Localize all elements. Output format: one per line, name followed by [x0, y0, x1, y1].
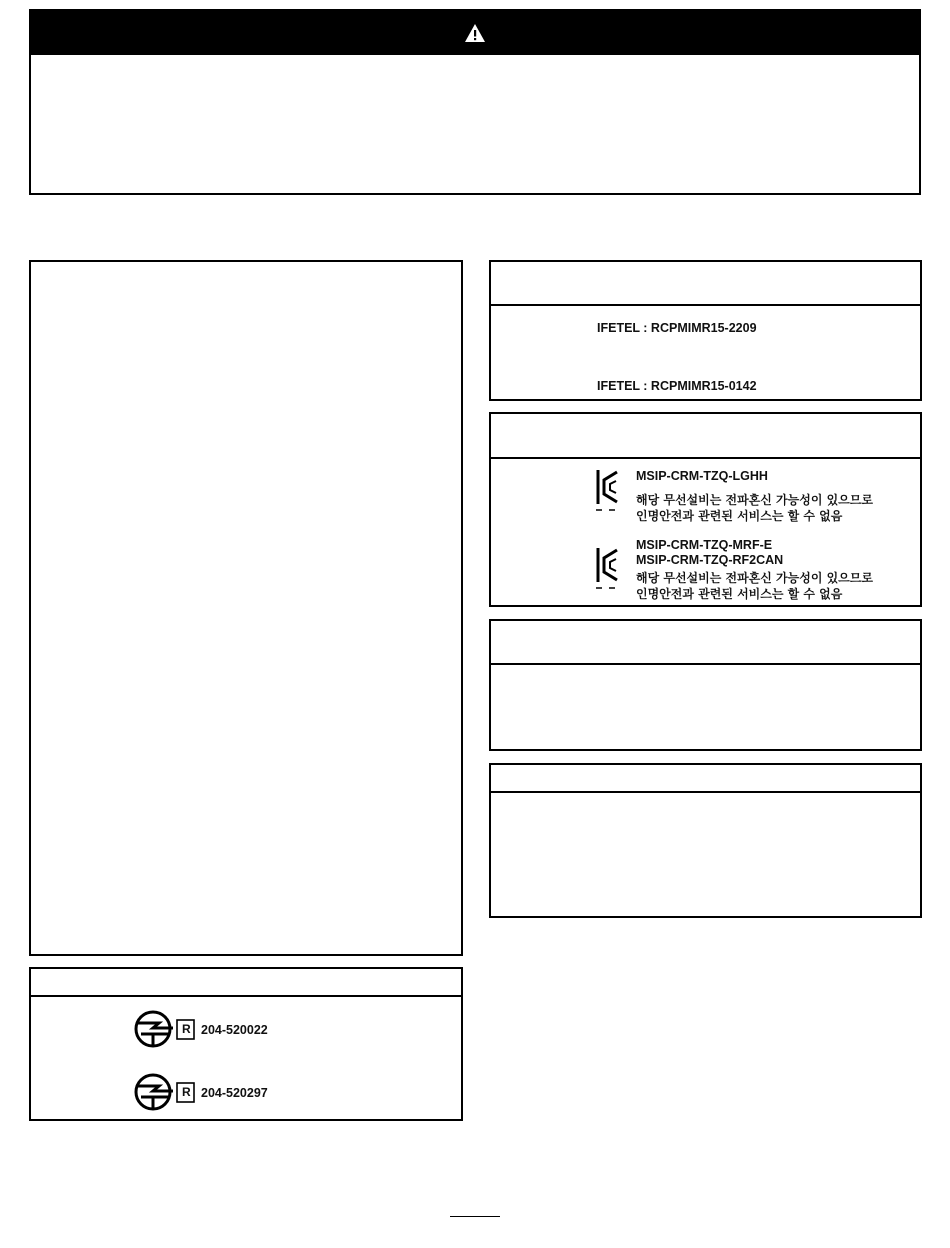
panel-divider — [491, 791, 920, 793]
certification-panel-blank — [489, 619, 922, 751]
giteki-number: 204-520022 — [201, 1023, 268, 1037]
japan-certification-panel — [29, 967, 463, 1121]
panel-divider — [31, 995, 461, 997]
left-info-panel — [29, 260, 463, 956]
warning-header — [31, 11, 919, 55]
korean-notice-line: 해당 무선설비는 전파혼신 가능성이 있으므로 — [636, 493, 873, 507]
certification-panel-blank — [489, 763, 922, 918]
korean-notice-line: 인명안전과 관련된 서비스는 할 수 없음 — [636, 509, 843, 523]
giteki-badge: R — [182, 1085, 191, 1099]
ifetel-code: IFETEL : RCPMIMR15-2209 — [597, 321, 757, 335]
page-number-rule — [450, 1216, 500, 1217]
mexico-certification-panel — [489, 260, 922, 401]
kc-mark-icon — [595, 468, 619, 512]
panel-divider — [491, 663, 920, 665]
kc-mark-icon — [595, 546, 619, 590]
msip-code: MSIP-CRM-TZQ-LGHH — [636, 469, 768, 483]
korea-certification-panel — [489, 412, 922, 607]
ifetel-code: IFETEL : RCPMIMR15-0142 — [597, 379, 757, 393]
msip-code: MSIP-CRM-TZQ-MRF-E — [636, 538, 773, 552]
warning-triangle-icon — [464, 23, 486, 43]
giteki-number: 204-520297 — [201, 1086, 268, 1100]
panel-divider — [491, 304, 920, 306]
warning-box — [29, 9, 921, 195]
giteki-badge: R — [182, 1022, 191, 1036]
korean-notice-line: 해당 무선설비는 전파혼신 가능성이 있으므로 — [636, 571, 873, 585]
korean-notice-line: 인명안전과 관련된 서비스는 할 수 없음 — [636, 587, 843, 601]
msip-code: MSIP-CRM-TZQ-RF2CAN — [636, 553, 784, 567]
panel-divider — [491, 457, 920, 459]
